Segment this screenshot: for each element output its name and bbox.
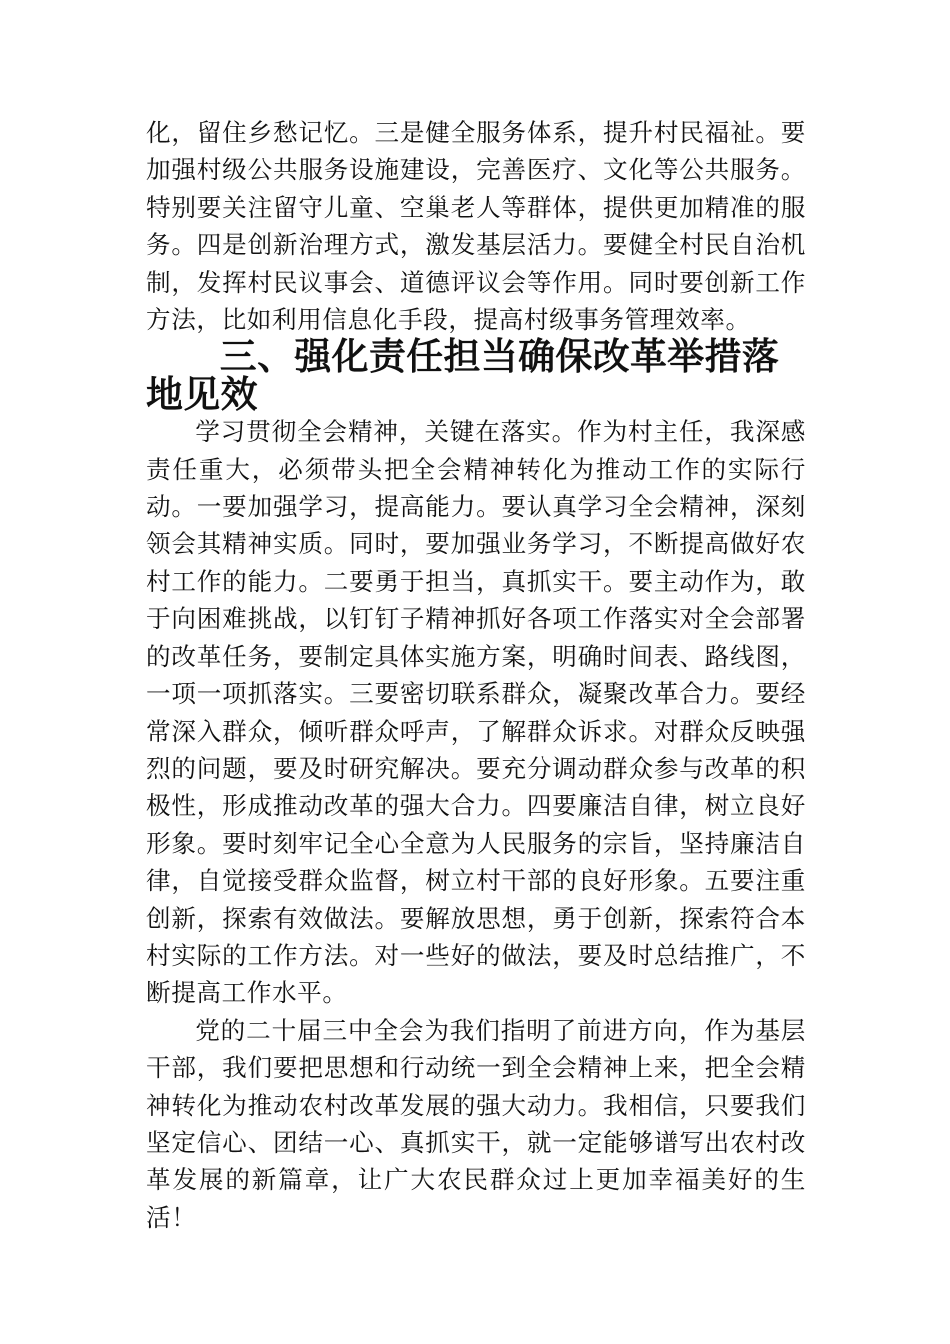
paragraph-conclusion: 党的二十届三中全会为我们指明了前进方向，作为基层干部，我们要把思想和行动统一到全会精神上来，把全会精神转化为推动农村改革发展的强大动力。我相信，只要我们坚定信心、团结一心、真抓实干，就一定能够谱写出农村改革发展的新篇章，让广大农民群众过上更加幸福美好的生活！ [146, 1015, 806, 1232]
paragraph-implementation: 学习贯彻全会精神，关键在落实。作为村主任，我深感责任重大，必须带头把全会精神转化为推动工作的实际行动。一要加强学习，提高能力。要认真学习全会精神，深刻领会其精神实质。同时，要加强业务学习，不断提高做好农村工作的能力。二要勇于担当，真抓实干。要主动作为，敢于向困难挑战，以钉钉子精神抓好各项工作落实对全会部署的改革任务，要制定具体实施方案，明确时间表、路线图，一项一项抓落实。三要密切联系群众，凝聚改革合力。要经常深入群众，倾听群众呼声，了解群众诉求。对群众反映强烈的问题，要及时研究解决。要充分调动群众参与改革的积极性，形成推动改革的强大合力。四要廉洁自律，树立良好形象。要时刻牢记全心全意为人民服务的宗旨，坚持廉洁自律，自觉接受群众监督，树立村干部的良好形象。五要注重创新，探索有效做法。要解放思想，勇于创新，探索符合本村实际的工作方法。对一些好的做法，要及时总结推广，不断提高工作水平。 [146, 417, 806, 1008]
document-page [146, 114, 806, 1236]
paragraph-continuation: 化，留住乡愁记忆。三是健全服务体系，提升村民福祉。要加强村级公共服务设施建设，完善医疗、文化等公共服务。特别要关注留守儿童、空巢老人等群体，提供更加精准的服务。四是创新治理方式，激发基层活力。要健全村民自治机制，发挥村民议事会、道德评议会等作用。同时要创新工作方法，比如利用信息化手段，提高村级事务管理效率。 [146, 118, 806, 335]
section-heading: 三、强化责任担当确保改革举措落地见效 [146, 335, 780, 416]
